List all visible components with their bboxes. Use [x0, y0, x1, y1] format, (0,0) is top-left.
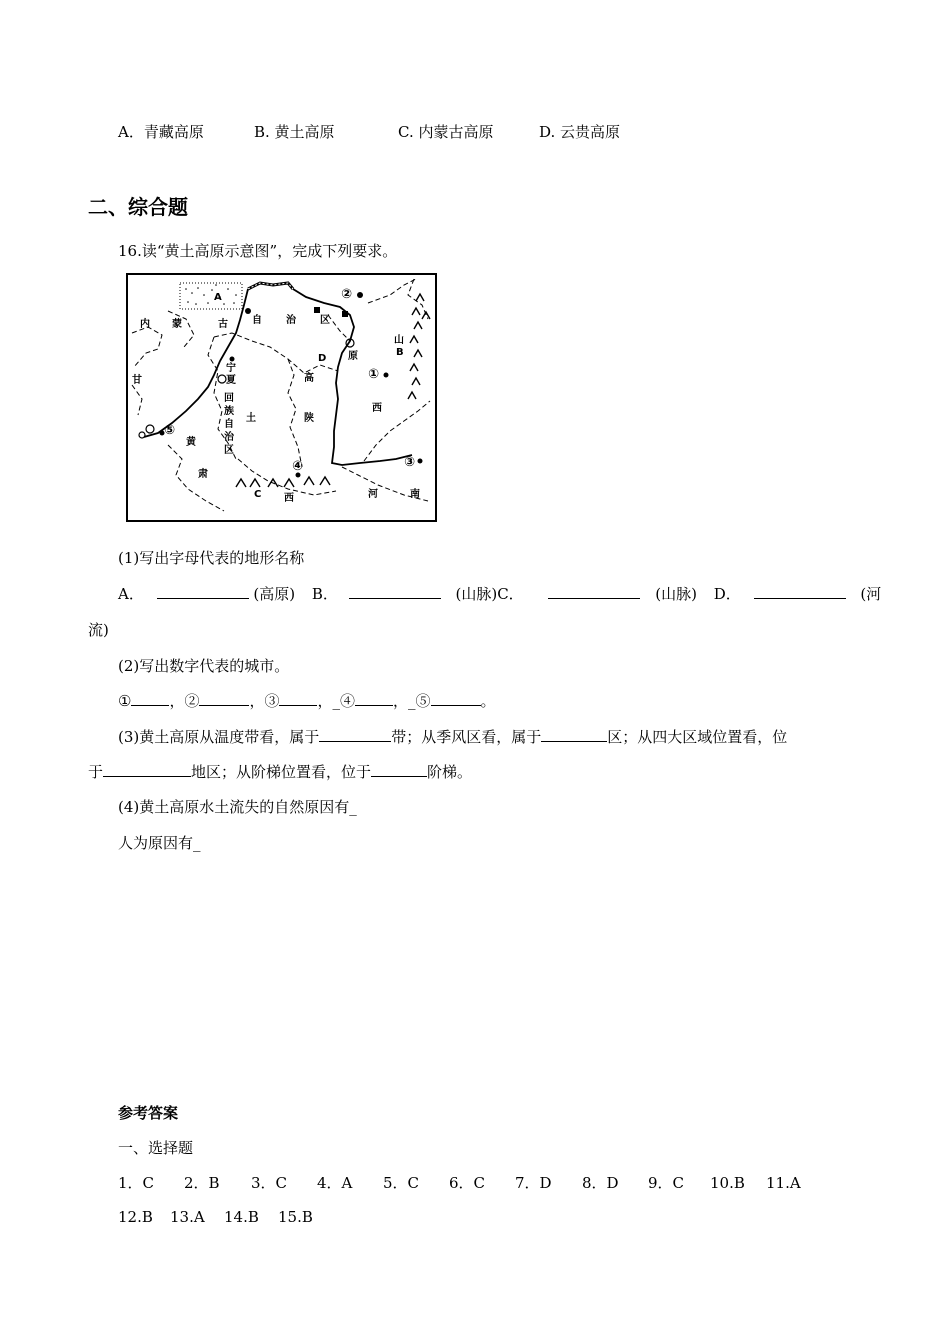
- map-label-shaan: 陕: [304, 413, 314, 424]
- part-4-human: 人为原因有_: [118, 834, 201, 852]
- part-1-b-suffix: (山脉)C．: [455, 585, 524, 603]
- answer-item: 5．C: [383, 1174, 420, 1192]
- map-label-4: ④: [292, 459, 304, 474]
- map-drawing: [128, 275, 435, 520]
- map-label-qu2: 区: [224, 445, 234, 456]
- map-label-a: A: [214, 292, 222, 303]
- section-heading: 二、综合题: [88, 195, 188, 219]
- part-2-n1: ①: [118, 692, 132, 710]
- part-1-d-label: D．: [713, 585, 741, 603]
- part-1-line: [118, 583, 881, 604]
- blank-n3[interactable]: [279, 691, 317, 706]
- answer-item: 9．C: [648, 1174, 685, 1192]
- answer-item: 6．C: [449, 1174, 486, 1192]
- answers-row-2: [118, 1208, 328, 1226]
- blank-n1[interactable]: [131, 691, 169, 706]
- mountains-b: [408, 294, 430, 399]
- map-label-zhi: 治: [286, 315, 296, 326]
- map-label-gan: 甘: [132, 375, 142, 386]
- answer-item: 8．D: [582, 1174, 619, 1192]
- answer-item: 4．A: [317, 1174, 353, 1192]
- part-1-title: (1)写出字母代表的地形名称: [118, 549, 305, 567]
- part-3-e: 地区；从阶梯位置看，位于: [191, 763, 372, 781]
- blank-region[interactable]: [103, 762, 191, 777]
- blank-step[interactable]: [371, 762, 427, 777]
- part-3-c: 区；从四大区域位置看，位: [607, 728, 788, 746]
- map-label-gu: 古: [218, 319, 228, 330]
- map-label-3: ③: [404, 455, 416, 470]
- map-label-zi: 自: [252, 315, 262, 326]
- part-3-line-1: [118, 726, 787, 747]
- part-1-d-cont: 流): [88, 621, 109, 639]
- map-label-xi2: 西: [284, 493, 294, 504]
- option-b: B. 黄土高原: [254, 123, 335, 141]
- answers-section: 一、选择题: [118, 1139, 194, 1157]
- mountains-c: [236, 477, 330, 487]
- map-label-nei: 内: [140, 319, 150, 330]
- blank-d[interactable]: [754, 584, 846, 599]
- answers-row-1: [118, 1172, 816, 1193]
- question-16-stem: 16.读“黄土高原示意图”，完成下列要求。: [118, 242, 398, 260]
- map-label-meng: 蒙: [172, 319, 182, 330]
- part-2-n5: ，_⑤: [393, 692, 431, 710]
- part-2-line: [118, 690, 496, 711]
- map-label-c: C: [254, 489, 262, 500]
- desert-area: [180, 283, 242, 309]
- option-d: D. 云贵高原: [539, 123, 621, 141]
- blank-temp-zone[interactable]: [319, 727, 391, 742]
- loess-plateau-map: [126, 273, 437, 522]
- map-label-xia: 夏: [226, 375, 236, 386]
- answer-item: 13.A: [170, 1208, 205, 1226]
- part-3-d: 于: [88, 763, 104, 781]
- map-label-5: ⑤: [164, 423, 176, 438]
- part-2-n2: ，②: [169, 692, 200, 710]
- part-3-b: 带；从季风区看，属于: [391, 728, 542, 746]
- part-1-a-label: A．: [118, 585, 144, 603]
- map-label-b: B: [396, 347, 404, 358]
- map-label-yuan: 原: [348, 351, 358, 362]
- blank-n4[interactable]: [355, 691, 393, 706]
- blank-monsoon[interactable]: [541, 727, 607, 742]
- part-4-natural: (4)黄土高原水土流失的自然原因有_: [118, 798, 357, 816]
- province-borders: [132, 279, 430, 511]
- part-3-a: (3)黄土高原从温度带看，属于: [118, 728, 320, 746]
- blank-n5[interactable]: [431, 691, 481, 706]
- map-label-1: ①: [368, 367, 380, 382]
- part-1-c-suffix: (山脉): [655, 585, 697, 603]
- part-2-end: 。: [480, 692, 496, 710]
- map-label-shan: 山: [394, 335, 404, 346]
- part-1-b-label: B．: [311, 585, 338, 603]
- answers-title: 参考答案: [118, 1104, 179, 1122]
- map-label-ning: 宁: [226, 363, 236, 374]
- map-label-zu: 族: [224, 406, 234, 417]
- map-label-zi2: 自: [224, 419, 234, 430]
- answer-item: 10.B: [710, 1174, 745, 1192]
- map-label-2: ②: [341, 287, 353, 302]
- option-a: A．青藏高原: [118, 123, 204, 141]
- answer-item: 12.B: [118, 1208, 153, 1226]
- blank-a[interactable]: [157, 584, 249, 599]
- answer-item: 2．B: [184, 1174, 220, 1192]
- part-1-a-suffix: (高原): [253, 585, 296, 603]
- map-label-nan: 南: [410, 489, 420, 500]
- option-c: C. 内蒙古高原: [398, 123, 494, 141]
- map-label-hui: 回: [224, 393, 234, 404]
- blank-b[interactable]: [349, 584, 441, 599]
- part-2-title: (2)写出数字代表的城市。: [118, 657, 290, 675]
- map-label-su: 肃: [198, 469, 208, 480]
- part-3-f: 阶梯。: [427, 763, 473, 781]
- part-3-line-2: [88, 761, 472, 782]
- answer-item: 3．C: [251, 1174, 288, 1192]
- map-label-he: 河: [368, 489, 378, 500]
- part-2-n4: ，_④: [317, 692, 355, 710]
- map-label-qu: 区: [320, 315, 330, 326]
- great-wall: [248, 283, 293, 289]
- blank-n2[interactable]: [199, 691, 249, 706]
- map-label-gao: 高: [304, 373, 314, 384]
- answer-item: 14.B: [224, 1208, 259, 1226]
- map-label-huang: 黄: [186, 437, 196, 448]
- map-label-tu: 土: [246, 413, 256, 424]
- answer-item: 15.B: [278, 1208, 313, 1226]
- part-2-n3: ，③: [249, 692, 280, 710]
- answer-item: 7．D: [515, 1174, 552, 1192]
- map-label-xi: 西: [372, 403, 382, 414]
- answer-item: 11.A: [766, 1174, 801, 1192]
- desert-dots: [185, 284, 237, 305]
- blank-c[interactable]: [548, 584, 640, 599]
- part-1-d-suffix: (河: [860, 585, 882, 603]
- answer-item: 1．C: [118, 1174, 155, 1192]
- map-label-zhi2: 治: [224, 432, 234, 443]
- map-label-d: D: [318, 353, 327, 364]
